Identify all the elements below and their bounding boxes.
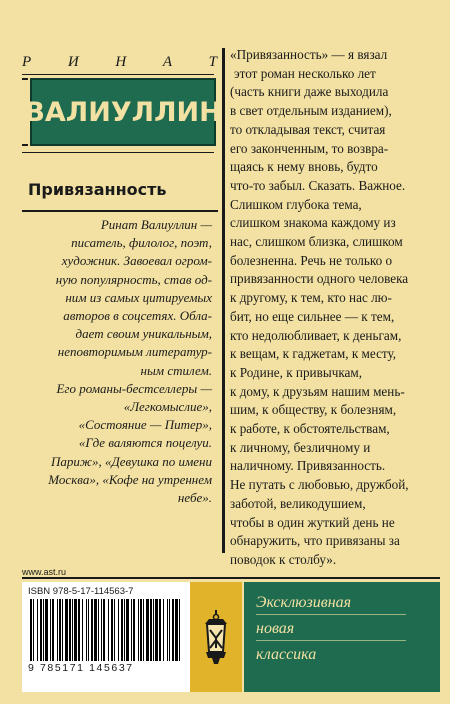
- plate-rule-bottom: [22, 152, 214, 153]
- bio-line: Его романы-бестселлеры —: [56, 380, 212, 396]
- ean-number: 9 785171 145637: [28, 662, 134, 674]
- blurb-line: бит, но еще сильнее — к тем,: [230, 308, 395, 324]
- series-line: новая: [256, 620, 295, 637]
- barcode-bar: [101, 599, 102, 661]
- barcode-bar: [40, 599, 42, 661]
- bio-line: писатель, филолог, поэт,: [71, 235, 212, 251]
- barcode-bar: [167, 599, 168, 661]
- blurb-line: то откладывая текст, считая: [230, 121, 386, 137]
- plate-rule-left: [22, 78, 28, 80]
- series-rule: [256, 614, 406, 615]
- barcode-bar: [103, 599, 105, 661]
- bio-line: ним из самых цитируемых: [65, 289, 212, 305]
- barcode-bar: [52, 599, 54, 661]
- bio-line: ную популярность, став од-: [55, 271, 212, 287]
- author-rule: [22, 74, 214, 75]
- barcode-bar: [131, 599, 132, 661]
- author-first-name: [22, 54, 217, 71]
- barcode-bar: [69, 599, 71, 661]
- column-divider: [222, 48, 225, 553]
- barcode-bar: [33, 599, 34, 661]
- isbn-label: ISBN 978-5-17-114563-7: [28, 586, 134, 597]
- blurb-line: болезненна. Речь не только о: [230, 252, 393, 268]
- barcode-bar: [163, 599, 164, 661]
- barcode-bar: [143, 599, 144, 661]
- author-bio: [22, 216, 212, 507]
- bio-line: Ринат Валиуллин —: [100, 217, 212, 232]
- barcode-bar: [57, 599, 58, 661]
- bio-line: художник. Завоевал огром-: [61, 253, 212, 269]
- series-panel: [244, 582, 440, 692]
- barcode-bar: [155, 599, 158, 661]
- blurb-line: к личному, безличному и: [230, 439, 371, 455]
- blurb-line: что-то забыл. Сказать. Важное.: [230, 177, 406, 193]
- blurb-line: «Привязанность» — я вязал: [230, 47, 388, 62]
- publisher-site: www.ast.ru: [22, 567, 67, 577]
- author-letter: А: [162, 54, 172, 70]
- barcode-bar: [50, 599, 51, 661]
- book-title: Привязанность: [28, 180, 167, 199]
- barcode-bar: [111, 599, 113, 661]
- barcode-bar: [126, 599, 129, 661]
- author-letter: Н: [115, 54, 127, 70]
- barcode-bar: [146, 599, 149, 661]
- bio-line: «Легкомыслие»,: [123, 399, 212, 415]
- barcode-bar: [175, 599, 178, 661]
- blurb-line: кто недолюбливает, к деньгам,: [230, 327, 402, 343]
- blurb-line: Слишком глубока тема,: [230, 196, 362, 212]
- barcode-bar: [172, 599, 174, 661]
- barcode-bar: [124, 599, 125, 661]
- bio-line: дает своим уникальным,: [75, 326, 212, 342]
- barcode-bar: [138, 599, 139, 661]
- bio-line: Москва», «Кофе на утреннем: [48, 471, 212, 487]
- barcode-bar: [140, 599, 142, 661]
- series-line: классика: [256, 646, 317, 663]
- bio-line: небе».: [177, 490, 212, 506]
- blurb-line: нас, слишком близка, слишком: [230, 234, 403, 250]
- title-rule: [22, 210, 218, 212]
- barcode: [28, 599, 184, 661]
- blurb-line: (часть книги даже выходила: [230, 84, 389, 100]
- author-letter: Р: [22, 54, 32, 70]
- bio-line: Париж», «Девушка по имени: [50, 453, 212, 469]
- barcode-bar: [59, 599, 61, 661]
- barcode-bar: [30, 599, 32, 661]
- barcode-bar: [65, 599, 68, 661]
- footer-rule: [22, 577, 440, 579]
- barcode-bar: [108, 599, 109, 661]
- bio-line: неповторимым литератур-: [57, 344, 212, 360]
- barcode-panel: [22, 582, 190, 692]
- barcode-bar: [45, 599, 48, 661]
- barcode-bar: [153, 599, 154, 661]
- barcode-bar: [169, 599, 170, 661]
- blurb-line: этот роман несколько лет: [234, 65, 376, 81]
- blurb-line: к другому, к тем, кто нас лю-: [230, 290, 392, 306]
- barcode-bar: [82, 599, 83, 661]
- blurb-line: обнаружить, что привязаны за: [230, 533, 400, 549]
- blurb-line: чтобы в один жуткий день не: [230, 514, 395, 530]
- barcode-bar: [150, 599, 152, 661]
- barcode-bar: [121, 599, 123, 661]
- barcode-bar: [94, 599, 97, 661]
- bio-line: «Где валяются поцелуи.: [78, 435, 212, 451]
- barcode-bar: [74, 599, 77, 661]
- blurb-line: его законченным, то возвра-: [230, 140, 389, 156]
- barcode-bar: [72, 599, 73, 661]
- barcode-bar: [88, 599, 89, 661]
- author-letter: Т: [208, 54, 217, 70]
- bio-line: ным стилем.: [140, 362, 212, 378]
- author-surname-plate: [24, 78, 222, 146]
- barcode-bar: [62, 599, 63, 661]
- blurb-line: к работе, к обстоятельствам,: [230, 421, 390, 437]
- barcode-bar: [78, 599, 80, 661]
- lamp-icon: [199, 608, 233, 666]
- blurb-line: к дому, к друзьям нашим мень-: [230, 383, 405, 399]
- barcode-bar: [86, 599, 87, 661]
- bio-line: «Состояние — Питер»,: [78, 417, 212, 433]
- barcode-bar: [43, 599, 44, 661]
- blurb-line: наличному. Привязанность.: [230, 458, 386, 474]
- blurb-line: Не путать с любовью, дружбой,: [230, 477, 409, 493]
- blurb-line: в свет отдельным изданием),: [230, 103, 392, 119]
- blurb-line: к вещам, к гаджетам, к месту,: [230, 346, 397, 362]
- blurb-line: привязанности одного человека: [230, 271, 409, 287]
- blurb-line: поводок к столбу».: [230, 551, 337, 567]
- series-rule: [256, 640, 406, 641]
- barcode-bar: [159, 599, 161, 661]
- barcode-bar: [179, 599, 180, 661]
- author-letter: И: [67, 54, 79, 70]
- plate-rule-left-bottom: [22, 144, 28, 146]
- author-surname: ВАЛИУЛЛИН: [24, 96, 222, 128]
- barcode-bar: [37, 599, 38, 661]
- barcode-bar: [118, 599, 119, 661]
- book-blurb: [230, 46, 442, 570]
- barcode-bar: [91, 599, 93, 661]
- barcode-bar: [114, 599, 115, 661]
- barcode-bar: [98, 599, 99, 661]
- blurb-line: слишком знакома каждому из: [230, 215, 396, 231]
- blurb-line: заботой, великодушием,: [230, 495, 366, 511]
- series-line: Эксклюзивная: [256, 594, 352, 611]
- publisher-logo-panel: [190, 582, 242, 692]
- bio-line: авторов в соцсетях. Обла-: [63, 308, 212, 324]
- barcode-bar: [133, 599, 135, 661]
- blurb-line: щаясь к нему вновь, будто: [230, 159, 378, 175]
- blurb-line: шим, к обществу, к болезням,: [230, 402, 397, 418]
- blurb-line: к Родине, к привычкам,: [230, 364, 363, 380]
